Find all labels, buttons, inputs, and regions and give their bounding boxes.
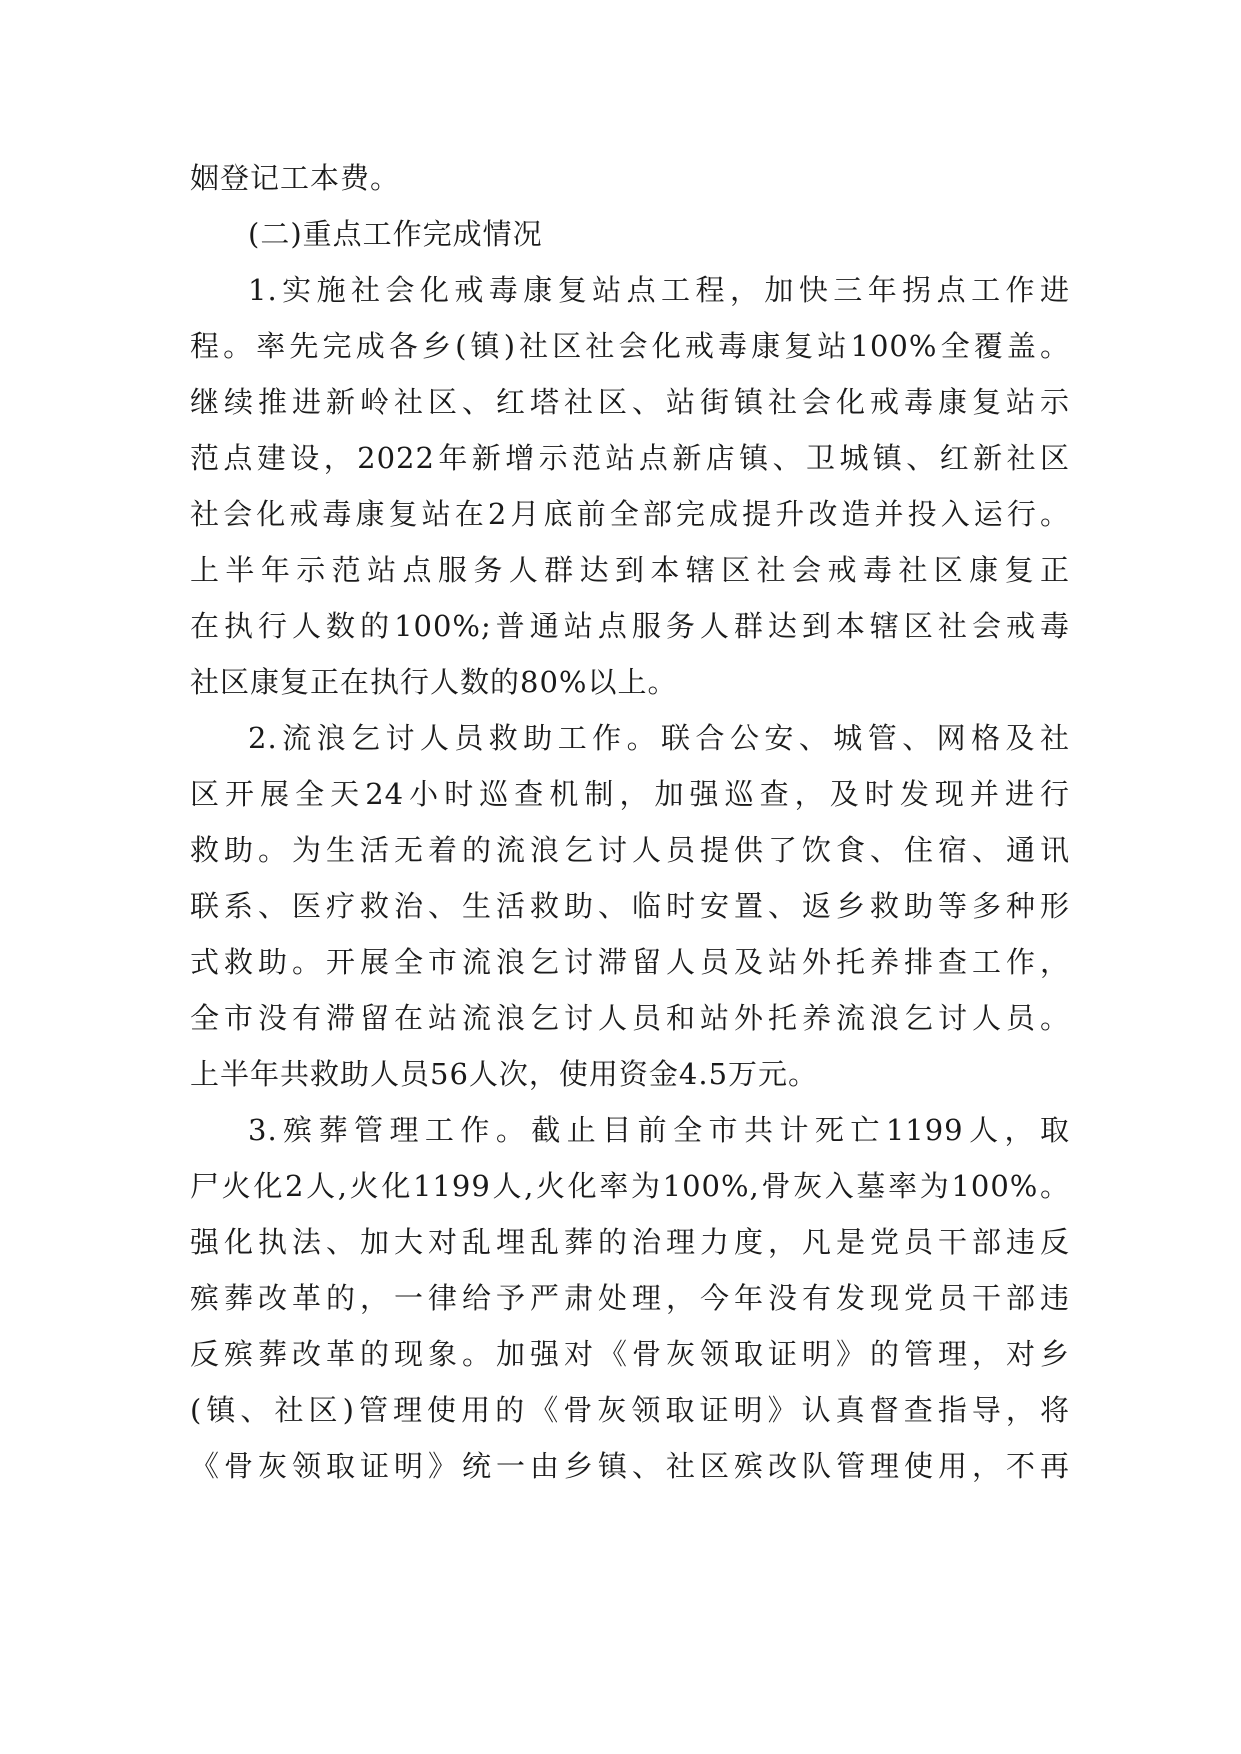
section-heading: (二)重点工作完成情况 xyxy=(248,217,543,251)
text-line: 程。率先完成各乡(镇)社区社会化戒毒康复站100%全覆盖。 xyxy=(190,329,1070,363)
text-line: 尸火化2人,火化1199人,火化率为100%,骨灰入墓率为100%。 xyxy=(190,1169,1070,1203)
text-line: 上半年共救助人员56人次，使用资金4.5万元。 xyxy=(190,1057,819,1091)
text-line: 联系、医疗救治、生活救助、临时安置、返乡救助等多种形 xyxy=(190,889,1070,923)
text-line: 全市没有滞留在站流浪乞讨人员和站外托养流浪乞讨人员。 xyxy=(190,1001,1070,1035)
text-line: 2.流浪乞讨人员救助工作。联合公安、城管、网格及社 xyxy=(248,721,1070,755)
text-line: 上半年示范站点服务人群达到本辖区社会戒毒社区康复正 xyxy=(190,553,1070,587)
text-line: 反殡葬改革的现象。加强对《骨灰领取证明》的管理，对乡 xyxy=(190,1337,1070,1371)
text-line: 强化执法、加大对乱埋乱葬的治理力度，凡是党员干部违反 xyxy=(190,1225,1070,1259)
text-line: 继续推进新岭社区、红塔社区、站街镇社会化戒毒康复站示 xyxy=(190,385,1070,419)
text-line: 3.殡葬管理工作。截止目前全市共计死亡1199人，取 xyxy=(248,1113,1070,1147)
text-line: 救助。为生活无着的流浪乞讨人员提供了饮食、住宿、通讯 xyxy=(190,833,1070,867)
text-line: (镇、社区)管理使用的《骨灰领取证明》认真督查指导，将 xyxy=(190,1393,1070,1427)
text-line: 《骨灰领取证明》统一由乡镇、社区殡改队管理使用，不再 xyxy=(190,1449,1070,1483)
text-line: 1.实施社会化戒毒康复站点工程，加快三年拐点工作进 xyxy=(248,273,1070,307)
text-line: 社区康复正在执行人数的80%以上。 xyxy=(190,665,678,699)
text-line: 范点建设，2022年新增示范站点新店镇、卫城镇、红新社区 xyxy=(190,441,1070,475)
text-line: 在执行人数的100%;普通站点服务人群达到本辖区社会戒毒 xyxy=(190,609,1070,643)
text-line: 式救助。开展全市流浪乞讨滞留人员及站外托养排查工作， xyxy=(190,945,1070,979)
text-line: 区开展全天24小时巡查机制，加强巡查，及时发现并进行 xyxy=(190,777,1070,811)
document-body xyxy=(190,150,1070,1494)
text-line: 殡葬改革的，一律给予严肃处理，今年没有发现党员干部违 xyxy=(190,1281,1070,1315)
text-line: 姻登记工本费。 xyxy=(190,161,401,195)
text-line: 社会化戒毒康复站在2月底前全部完成提升改造并投入运行。 xyxy=(190,497,1070,531)
